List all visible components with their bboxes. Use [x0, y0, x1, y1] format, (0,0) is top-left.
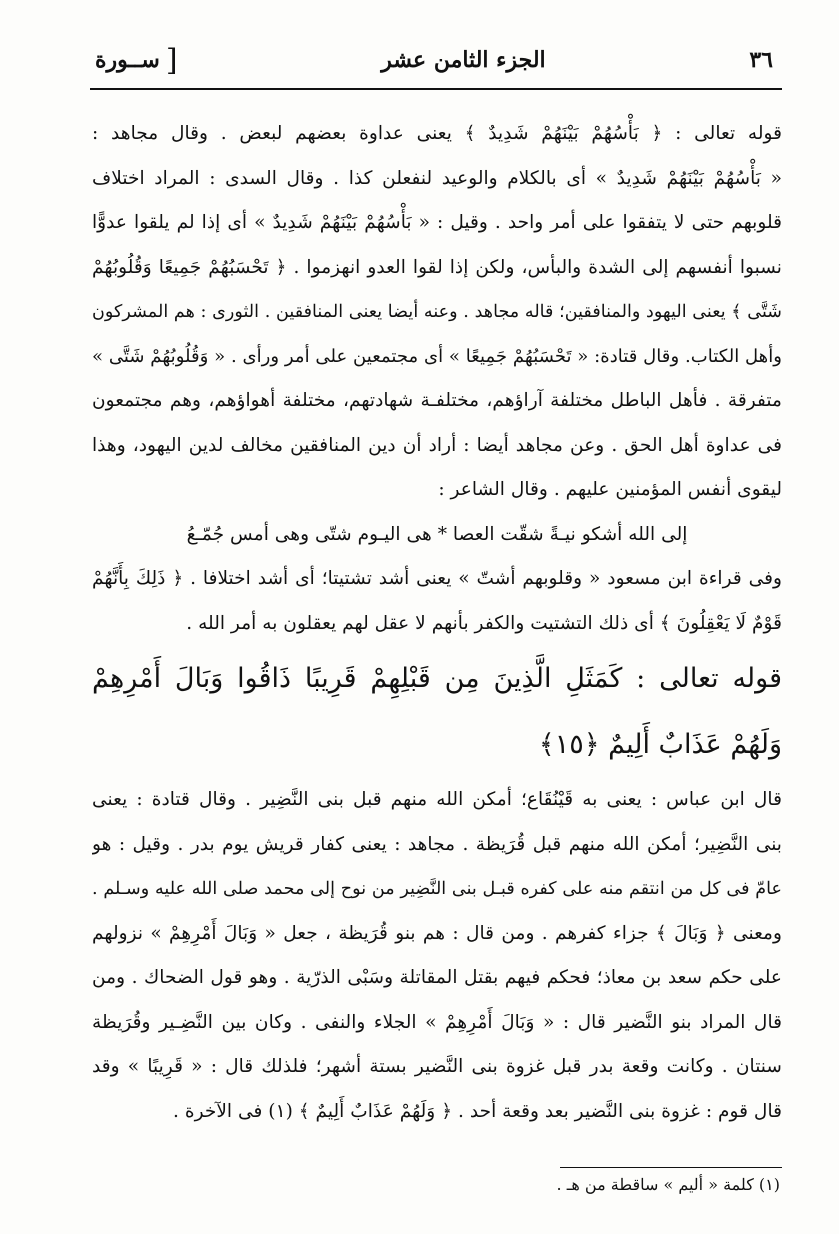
footnote: (١) كلمة « أليم » ساقطة من هـ . — [556, 1175, 780, 1194]
text-line: وفى قراءة ابن مسعود « وقلوبهم أشتّ » يعنى أشد تشتيتا؛ أى أشد اختلافا . ﴿ ذَلِكَ بِأَنَّهُمْ — [92, 568, 782, 589]
text-line: قال المراد بنو النَّضير قال : « وَبَالَ أَمْرِهِمْ » الجلاء والنفى . وكان بين النَّضِـير وقُرَيظة — [92, 1011, 782, 1033]
text-line: قلوبهم حتى لا يتفقوا على أمر واحد . وقيل : « بَأْسُهُمْ بَيْنَهُمْ شَدِيدٌ » أى إذا لم يلقوا عدوًّا — [92, 212, 782, 233]
text-line: قَوْمٌ لَا يَعْقِلُونَ ﴾ أى ذلك التشتيت والكفر بأنهم لا عقل لهم يعقلون به أمر الله . — [186, 612, 782, 634]
text-line: على حكم سعد بن معاذ؛ فحكم فيهم بقتل المقاتلة وسَبْى الذرّية . وهو قول الضحاك . ومن — [92, 967, 782, 988]
page-header — [95, 38, 773, 82]
text-line: بنى النَّضِير؛ أمكن الله منهم قبل قُرَيظة . مجاهد : يعنى كفار قريش يوم بدر . وقيل : هو — [92, 833, 782, 855]
text-line: ليقوى أنفس المؤمنين عليهم . وقال الشاعر : — [438, 479, 782, 500]
text-line: قال ابن عباس : يعنى به قَيْنُقَاع؛ أمكن الله منهم قبل بنى النَّضِير . وقال قتادة : يعنى — [92, 789, 782, 810]
text-line: سنتان . وكانت وقعة بدر قبل غزوة بنى النَّضير بستة أشهر؛ فلذلك قال : « قَرِيبًا » وقد — [92, 1056, 782, 1077]
text-line: شَتَّى ﴾ يعنى اليهود والمنافقين؛ قاله مجاهد . وعنه أيضا يعنى المنافقين . الثورى : هم المشركون — [92, 302, 782, 322]
header-rule — [90, 88, 782, 90]
footnote-rule — [560, 1167, 782, 1168]
quran-verse-line: وَلَهُمْ عَذَابٌ أَلِيمٌ ﴿١٥﴾ — [538, 729, 782, 760]
page-body — [92, 112, 782, 1134]
quran-verse-line: قوله تعالى : كَمَثَلِ الَّذِينَ مِن قَبْلِهِمْ قَرِيبًا ذَاقُوا وَبَالَ أَمْرِهِمْ — [92, 663, 782, 694]
text-line: قال قوم : غزوة بنى النَّضير بعد وقعة أحد . ﴿ وَلَهُمْ عَذَابٌ أَلِيمٌ ﴾ (١) فى الآخرة . — [173, 1100, 782, 1122]
surah-heading — [95, 43, 178, 78]
surah-label: ســورة — [95, 47, 160, 73]
text-line: متفرقة . فأهل الباطل مختلفة آراؤهم، مختلفـة شهادتهم، مختلفة أهواؤهم، وهم مجتمعون — [92, 390, 782, 411]
text-line: عامّ فى كل من انتقم منه على كفره قبـل بنى النَّضِير من نوح إلى محمد صلى الله عليه وسـلم . — [92, 879, 782, 899]
bracket-icon: [ — [165, 42, 178, 78]
text-line: وأهل الكتاب. وقال قتادة: « تَحْسَبُهُمْ جَمِيعًا » أى مجتمعين على أمر ورأى . « وَقُلُوبُهُمْ شَتَّى » — [92, 345, 782, 367]
poem-verse: إلى الله أشكو نيـةً شقّت العصا * هى اليـوم شتّى وهى أمس جُمّـعُ — [186, 523, 688, 545]
text-line: فى عداوة أهل الحق . وعن مجاهد أيضا : أراد أن دين المنافقين مخالف لدين اليهود، وهذا — [92, 434, 782, 456]
text-line: نسبوا أنفسهم إلى الشدة والبأس، ولكن إذا لقوا العدو انهزموا . ﴿ تَحْسَبُهُمْ جَمِيعًا وَقُلُوبُهُمْ — [92, 256, 782, 278]
page-number: ٣٦ — [749, 47, 773, 73]
text-line: قوله تعالى : ﴿ بَأْسُهُمْ بَيْنَهُمْ شَدِيدٌ ﴾ يعنى عداوة بعضهم لبعض . وقال مجاهد : — [92, 123, 782, 144]
text-line: « بَأْسُهُمْ بَيْنَهُمْ شَدِيدٌ » أى بالكلام والوعيد لنفعلن كذا . وقال السدى : المراد اختلاف — [92, 167, 782, 189]
text-line: ومعنى ﴿ وَبَالَ ﴾ جزاء كفرهم . ومن قال : هم بنو قُرَيظة ، جعل « وَبَالَ أَمْرِهِمْ » نزولهم — [92, 922, 782, 944]
part-title: الجزء الثامن عشر — [381, 47, 546, 73]
